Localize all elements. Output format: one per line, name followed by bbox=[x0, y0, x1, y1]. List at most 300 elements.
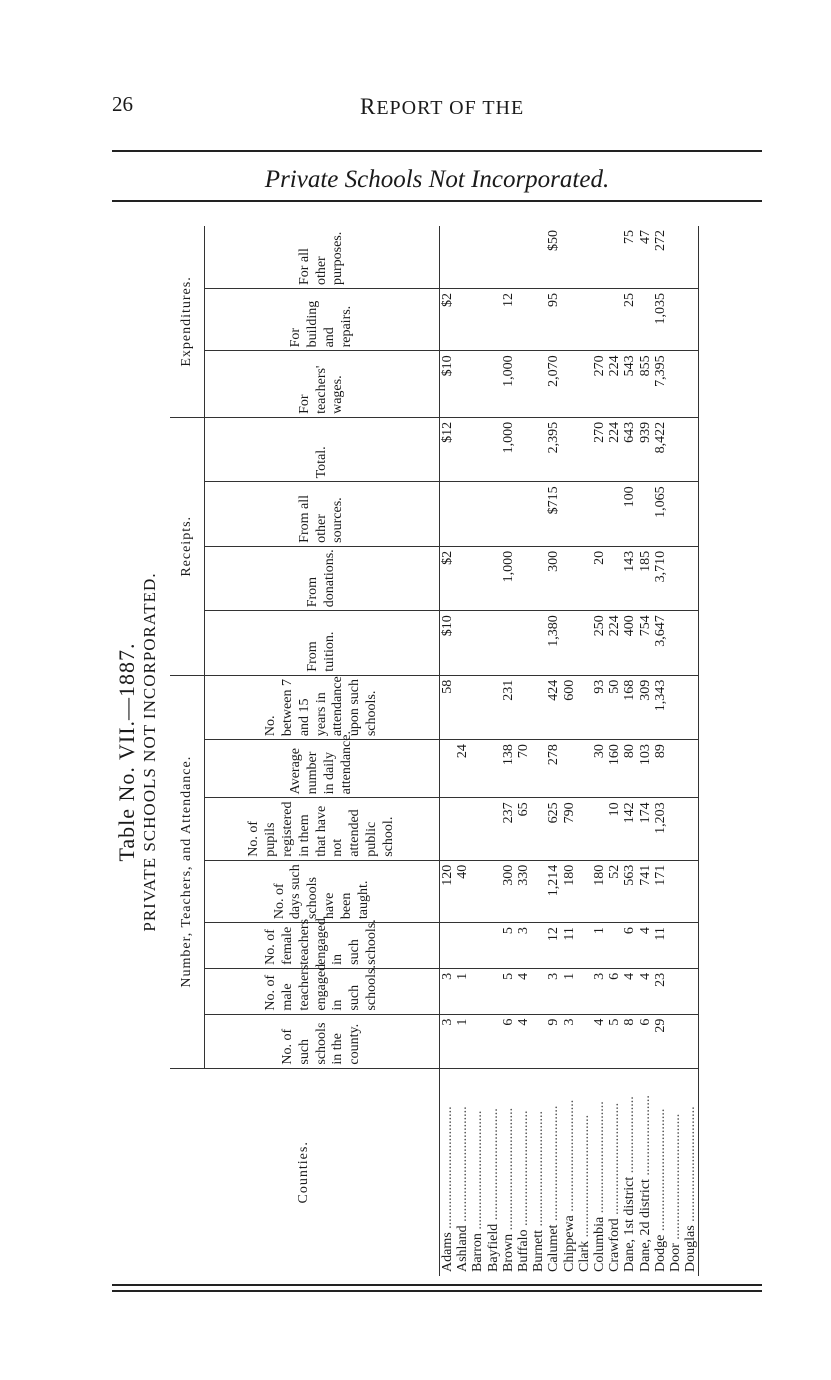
table-cell bbox=[455, 611, 470, 675]
leader-dots: ................................. bbox=[455, 1106, 471, 1226]
county-label: Dane, 2d district bbox=[637, 1179, 653, 1272]
table-cell bbox=[592, 798, 607, 860]
table-cell: 224 bbox=[607, 417, 622, 481]
table-cell bbox=[577, 417, 592, 481]
table-cell bbox=[668, 968, 683, 1014]
rotated-table bbox=[112, 212, 762, 1292]
table-cell bbox=[516, 351, 531, 418]
table-cell bbox=[683, 798, 699, 860]
table-cell bbox=[486, 226, 501, 289]
page-number: 26 bbox=[112, 92, 133, 116]
table-row bbox=[577, 226, 592, 1276]
table-row bbox=[516, 226, 531, 1276]
table-cell bbox=[440, 798, 456, 860]
running-head bbox=[360, 94, 524, 120]
table-cell: 160 bbox=[607, 740, 622, 798]
table-cell bbox=[455, 289, 470, 351]
table-cell bbox=[486, 968, 501, 1014]
column-header: No. of such schools in the county. bbox=[205, 1014, 440, 1068]
table-cell bbox=[592, 226, 607, 289]
top-rule bbox=[112, 150, 762, 152]
column-header: Total. bbox=[205, 417, 440, 481]
column-header: For teachers' wages. bbox=[205, 351, 440, 418]
table-cell bbox=[577, 289, 592, 351]
county-label: Dane, 1st district bbox=[622, 1176, 638, 1272]
table-cell bbox=[516, 675, 531, 739]
leader-dots: .................................. bbox=[470, 1110, 486, 1234]
table-cell bbox=[668, 351, 683, 418]
column-header: For all other purposes. bbox=[205, 226, 440, 289]
table-row bbox=[546, 226, 561, 1276]
table-cell bbox=[470, 289, 485, 351]
table-cell: 1 bbox=[455, 1014, 470, 1068]
schools-table bbox=[170, 226, 699, 1276]
table-cell bbox=[470, 1014, 485, 1068]
table-cell bbox=[470, 611, 485, 675]
table-cell: 23 bbox=[653, 968, 668, 1014]
running-head-rest: EPORT OF THE bbox=[376, 97, 525, 119]
table-cell bbox=[486, 289, 501, 351]
table-cell bbox=[486, 675, 501, 739]
table-cell: 120 bbox=[440, 860, 456, 922]
county-name bbox=[455, 1068, 470, 1276]
table-cell: 3 bbox=[516, 923, 531, 969]
table-cell bbox=[486, 417, 501, 481]
table-cell bbox=[470, 923, 485, 969]
attendance-group-header: Number, Teachers, and Attendance. bbox=[170, 675, 205, 1068]
table-row bbox=[440, 226, 456, 1276]
table-cell: 270 bbox=[592, 351, 607, 418]
table-cell: $715 bbox=[546, 482, 561, 546]
table-title: Table No. VII.—1887. bbox=[114, 642, 139, 862]
table-cell: 1 bbox=[455, 968, 470, 1014]
table-cell bbox=[440, 226, 456, 289]
page-subtitle: Private Schools Not Incorporated. bbox=[264, 166, 610, 193]
table-cell bbox=[516, 546, 531, 610]
table-cell bbox=[501, 611, 516, 675]
table-cell: 180 bbox=[592, 860, 607, 922]
table-cell: 10 bbox=[607, 798, 622, 860]
table-cell bbox=[531, 546, 546, 610]
county-name bbox=[637, 1068, 652, 1276]
table-cell: 1 bbox=[592, 923, 607, 969]
table-cell: 4 bbox=[622, 968, 637, 1014]
table-cell: 29 bbox=[653, 1014, 668, 1068]
table-cell: 25 bbox=[622, 289, 637, 351]
table-cell: 93 bbox=[592, 675, 607, 739]
table-cell: 3,710 bbox=[653, 546, 668, 610]
leader-dots: ................................. bbox=[531, 1111, 547, 1230]
table-cell: 424 bbox=[546, 675, 561, 739]
table-cell: 5 bbox=[607, 1014, 622, 1068]
table-cell bbox=[668, 1014, 683, 1068]
table-cell: 47 bbox=[637, 226, 652, 289]
table-row bbox=[455, 226, 470, 1276]
table-cell: $2 bbox=[440, 289, 456, 351]
table-cell bbox=[562, 289, 577, 351]
table-cell: 1,380 bbox=[546, 611, 561, 675]
table-cell bbox=[516, 611, 531, 675]
table-cell bbox=[486, 1014, 501, 1068]
table-cell bbox=[683, 923, 699, 969]
table-cell: $12 bbox=[440, 417, 456, 481]
table-cell: 3 bbox=[592, 968, 607, 1014]
county-label: Clark bbox=[576, 1240, 592, 1272]
table-cell: 50 bbox=[607, 675, 622, 739]
table-cell bbox=[577, 1014, 592, 1068]
table-cell bbox=[592, 289, 607, 351]
table-cell bbox=[668, 417, 683, 481]
county-name bbox=[516, 1068, 531, 1276]
table-cell: 2,395 bbox=[546, 417, 561, 481]
table-cell: 6 bbox=[622, 923, 637, 969]
county-label: Burnett bbox=[531, 1230, 547, 1272]
table-cell: 224 bbox=[607, 351, 622, 418]
table-cell: 4 bbox=[592, 1014, 607, 1068]
table-cell: 855 bbox=[637, 351, 652, 418]
table-cell: 1,343 bbox=[653, 675, 668, 739]
county-label: Dodge bbox=[652, 1234, 668, 1272]
table-cell bbox=[486, 482, 501, 546]
table-cell bbox=[683, 482, 699, 546]
table-cell bbox=[683, 611, 699, 675]
table-row bbox=[531, 226, 546, 1276]
table-cell bbox=[516, 226, 531, 289]
table-cell bbox=[501, 482, 516, 546]
table-cell bbox=[577, 798, 592, 860]
table-cell: 224 bbox=[607, 611, 622, 675]
table-cell bbox=[516, 417, 531, 481]
table-cell bbox=[486, 923, 501, 969]
table-cell bbox=[637, 289, 652, 351]
receipts-group-header: Receipts. bbox=[170, 417, 205, 675]
table-cell: 741 bbox=[637, 860, 652, 922]
table-cell bbox=[562, 351, 577, 418]
leader-dots: ................................... bbox=[500, 1107, 516, 1234]
table-cell bbox=[531, 968, 546, 1014]
table-cell bbox=[562, 417, 577, 481]
table-cell bbox=[486, 611, 501, 675]
table-cell bbox=[668, 860, 683, 922]
table-cell: 75 bbox=[622, 226, 637, 289]
leader-dots: ................................... bbox=[576, 1114, 592, 1241]
table-cell: 7,395 bbox=[653, 351, 668, 418]
table-cell: 5 bbox=[501, 923, 516, 969]
table-cell: 52 bbox=[607, 860, 622, 922]
table-cell: $2 bbox=[440, 546, 456, 610]
county-label: Crawford bbox=[607, 1218, 623, 1272]
table-row bbox=[470, 226, 485, 1276]
table-cell bbox=[683, 675, 699, 739]
table-cell: 6 bbox=[637, 1014, 652, 1068]
leader-dots: .................................... bbox=[667, 1113, 683, 1244]
table-cell bbox=[683, 740, 699, 798]
table-cell: 5 bbox=[501, 968, 516, 1014]
table-cell bbox=[668, 675, 683, 739]
county-label: Chippewa bbox=[561, 1215, 577, 1272]
table-cell bbox=[531, 860, 546, 922]
county-name bbox=[470, 1068, 485, 1276]
county-name bbox=[531, 1068, 546, 1276]
leader-dots: ................................. bbox=[683, 1106, 699, 1226]
leader-dots: ...................... bbox=[622, 1096, 638, 1177]
table-cell bbox=[668, 546, 683, 610]
table-cell bbox=[455, 675, 470, 739]
table-cell: 754 bbox=[637, 611, 652, 675]
table-cell: 543 bbox=[622, 351, 637, 418]
column-header: From all other sources. bbox=[205, 482, 440, 546]
table-cell bbox=[470, 351, 485, 418]
table-cell bbox=[486, 860, 501, 922]
table-row bbox=[653, 226, 668, 1276]
county-label: Door bbox=[667, 1243, 683, 1272]
table-cell bbox=[668, 611, 683, 675]
table-cell bbox=[470, 740, 485, 798]
table-cell bbox=[562, 740, 577, 798]
table-row bbox=[683, 226, 699, 1276]
leader-dots: ................................... bbox=[440, 1106, 456, 1233]
table-cell: 3 bbox=[562, 1014, 577, 1068]
table-cell: 6 bbox=[501, 1014, 516, 1068]
table-cell: 300 bbox=[546, 546, 561, 610]
table-cell: 100 bbox=[622, 482, 637, 546]
table-cell bbox=[531, 611, 546, 675]
county-label: Calumet bbox=[546, 1224, 562, 1272]
table-cell bbox=[577, 226, 592, 289]
table-cell bbox=[577, 611, 592, 675]
column-header: From donations. bbox=[205, 546, 440, 610]
table-cell bbox=[683, 860, 699, 922]
table-cell: 2,070 bbox=[546, 351, 561, 418]
county-name bbox=[577, 1068, 592, 1276]
column-header: For building and repairs. bbox=[205, 289, 440, 351]
table-cell bbox=[577, 675, 592, 739]
table-cell: 1,214 bbox=[546, 860, 561, 922]
table-cell bbox=[501, 226, 516, 289]
table-cell bbox=[577, 860, 592, 922]
column-header: No. between 7 and 15 years in attendance upon such schools. bbox=[205, 675, 440, 739]
table-cell bbox=[577, 968, 592, 1014]
table-cell: 168 bbox=[622, 675, 637, 739]
county-name bbox=[440, 1068, 456, 1276]
table-cell bbox=[683, 289, 699, 351]
table-cell: 939 bbox=[637, 417, 652, 481]
subtitle-rule bbox=[112, 200, 762, 202]
table-cell: 70 bbox=[516, 740, 531, 798]
table-cell bbox=[683, 968, 699, 1014]
table-cell: 58 bbox=[440, 675, 456, 739]
leader-dots: ................................. bbox=[516, 1110, 532, 1230]
table-cell: 1,000 bbox=[501, 546, 516, 610]
table-cell bbox=[470, 546, 485, 610]
table-cell bbox=[562, 546, 577, 610]
table-cell: 237 bbox=[501, 798, 516, 860]
table-left-rule-inner bbox=[112, 1284, 762, 1286]
table-cell bbox=[440, 482, 456, 546]
table-cell: 80 bbox=[622, 740, 637, 798]
table-cell: 9 bbox=[546, 1014, 561, 1068]
table-row bbox=[562, 226, 577, 1276]
table-cell: 3,647 bbox=[653, 611, 668, 675]
table-cell: 171 bbox=[653, 860, 668, 922]
table-cell: 142 bbox=[622, 798, 637, 860]
table-cell: 4 bbox=[516, 968, 531, 1014]
table-cell: 6 bbox=[607, 968, 622, 1014]
table-cell bbox=[668, 482, 683, 546]
table-cell bbox=[470, 226, 485, 289]
table-cell: 1,203 bbox=[653, 798, 668, 860]
county-label: Buffalo bbox=[516, 1229, 532, 1272]
column-header: Average number in daily attendance. bbox=[205, 740, 440, 798]
table-cell bbox=[455, 226, 470, 289]
table-row bbox=[592, 226, 607, 1276]
table-row bbox=[486, 226, 501, 1276]
table-cell: 20 bbox=[592, 546, 607, 610]
table-cell: 563 bbox=[622, 860, 637, 922]
county-label: Bayfield bbox=[485, 1223, 501, 1272]
table-cell: $10 bbox=[440, 611, 456, 675]
table-row bbox=[622, 226, 637, 1276]
table-cell bbox=[531, 798, 546, 860]
table-cell bbox=[668, 923, 683, 969]
county-name bbox=[562, 1068, 577, 1276]
table-cell bbox=[440, 923, 456, 969]
leader-dots: ................................ bbox=[485, 1108, 501, 1224]
leader-dots: ................................ bbox=[561, 1099, 577, 1216]
table-cell: 40 bbox=[455, 860, 470, 922]
table-cell bbox=[455, 351, 470, 418]
table-cell bbox=[470, 482, 485, 546]
table-cell bbox=[531, 923, 546, 969]
table-cell: 270 bbox=[592, 417, 607, 481]
running-head-initial: R bbox=[360, 94, 377, 119]
table-cell bbox=[470, 968, 485, 1014]
table-cell bbox=[455, 546, 470, 610]
table-cell: 250 bbox=[592, 611, 607, 675]
table-cell bbox=[531, 482, 546, 546]
county-name bbox=[683, 1068, 699, 1276]
table-cell: 4 bbox=[516, 1014, 531, 1068]
county-name bbox=[668, 1068, 683, 1276]
table-cell bbox=[531, 351, 546, 418]
table-cell bbox=[562, 482, 577, 546]
counties-header: Counties. bbox=[170, 1068, 440, 1276]
county-label: Adams bbox=[440, 1232, 456, 1272]
table-cell bbox=[470, 798, 485, 860]
column-header: No. of male teachers engaged in such schools. bbox=[205, 968, 440, 1014]
table-cell: 11 bbox=[562, 923, 577, 969]
table-cell: 24 bbox=[455, 740, 470, 798]
table-cell bbox=[683, 546, 699, 610]
table-cell bbox=[455, 923, 470, 969]
table-cell: 309 bbox=[637, 675, 652, 739]
table-cell bbox=[531, 740, 546, 798]
table-cell: $10 bbox=[440, 351, 456, 418]
county-name bbox=[622, 1068, 637, 1276]
table-cell: 1,000 bbox=[501, 351, 516, 418]
table-cell bbox=[577, 482, 592, 546]
table-cell bbox=[607, 546, 622, 610]
table-cell: 3 bbox=[440, 968, 456, 1014]
table-cell: 600 bbox=[562, 675, 577, 739]
table-cell bbox=[562, 226, 577, 289]
table-cell: 174 bbox=[637, 798, 652, 860]
column-header: No. of female teachers engaged in such schools. bbox=[205, 923, 440, 969]
county-name bbox=[501, 1068, 516, 1276]
table-cell bbox=[607, 482, 622, 546]
table-cell bbox=[577, 546, 592, 610]
table-cell: 4 bbox=[637, 968, 652, 1014]
table-cell bbox=[607, 289, 622, 351]
table-cell bbox=[531, 417, 546, 481]
county-label: Columbia bbox=[591, 1216, 607, 1272]
table-cell: 143 bbox=[622, 546, 637, 610]
table-cell bbox=[486, 351, 501, 418]
county-label: Barron bbox=[470, 1233, 486, 1272]
table-cell: 180 bbox=[562, 860, 577, 922]
column-header: No. of pupils registered in them that have not attended public school. bbox=[205, 798, 440, 860]
county-name bbox=[592, 1068, 607, 1276]
column-header: From tuition. bbox=[205, 611, 440, 675]
table-cell: 8,422 bbox=[653, 417, 668, 481]
table-cell bbox=[607, 226, 622, 289]
table-cell: 1,035 bbox=[653, 289, 668, 351]
table-cell bbox=[455, 482, 470, 546]
table-cell: 300 bbox=[501, 860, 516, 922]
table-cell: 643 bbox=[622, 417, 637, 481]
table-cell: 3 bbox=[546, 968, 561, 1014]
leader-dots: ................................ bbox=[591, 1101, 607, 1217]
table-cell: 185 bbox=[637, 546, 652, 610]
table-cell: 3 bbox=[440, 1014, 456, 1068]
leader-dots: ....................... bbox=[637, 1095, 653, 1180]
table-cell bbox=[592, 482, 607, 546]
leader-dots: ................................ bbox=[607, 1102, 623, 1219]
table-cell bbox=[577, 740, 592, 798]
table-cell bbox=[683, 1014, 699, 1068]
table-cell: 12 bbox=[501, 289, 516, 351]
table-cell bbox=[668, 740, 683, 798]
leader-dots: ................................... bbox=[652, 1108, 668, 1235]
table-cell bbox=[607, 923, 622, 969]
table-cell bbox=[440, 740, 456, 798]
table-cell bbox=[668, 798, 683, 860]
table-cell bbox=[455, 417, 470, 481]
table-cell bbox=[531, 675, 546, 739]
table-cell: $50 bbox=[546, 226, 561, 289]
table-cell bbox=[562, 611, 577, 675]
table-cell: 30 bbox=[592, 740, 607, 798]
table-cell: 4 bbox=[637, 923, 652, 969]
table-cell: 790 bbox=[562, 798, 577, 860]
table-cell bbox=[486, 546, 501, 610]
table-cell bbox=[577, 351, 592, 418]
table-cell: 11 bbox=[653, 923, 668, 969]
table-cell bbox=[531, 226, 546, 289]
table-cell bbox=[470, 860, 485, 922]
county-name bbox=[546, 1068, 561, 1276]
table-cell bbox=[637, 482, 652, 546]
rotated-table-frame bbox=[112, 212, 762, 1292]
table-body bbox=[440, 226, 699, 1276]
table-cell bbox=[668, 226, 683, 289]
table-cell: 89 bbox=[653, 740, 668, 798]
table-cell bbox=[455, 798, 470, 860]
table-cell: 65 bbox=[516, 798, 531, 860]
table-cell: 138 bbox=[501, 740, 516, 798]
table-cell bbox=[683, 351, 699, 418]
county-label: Ashland bbox=[455, 1225, 471, 1272]
